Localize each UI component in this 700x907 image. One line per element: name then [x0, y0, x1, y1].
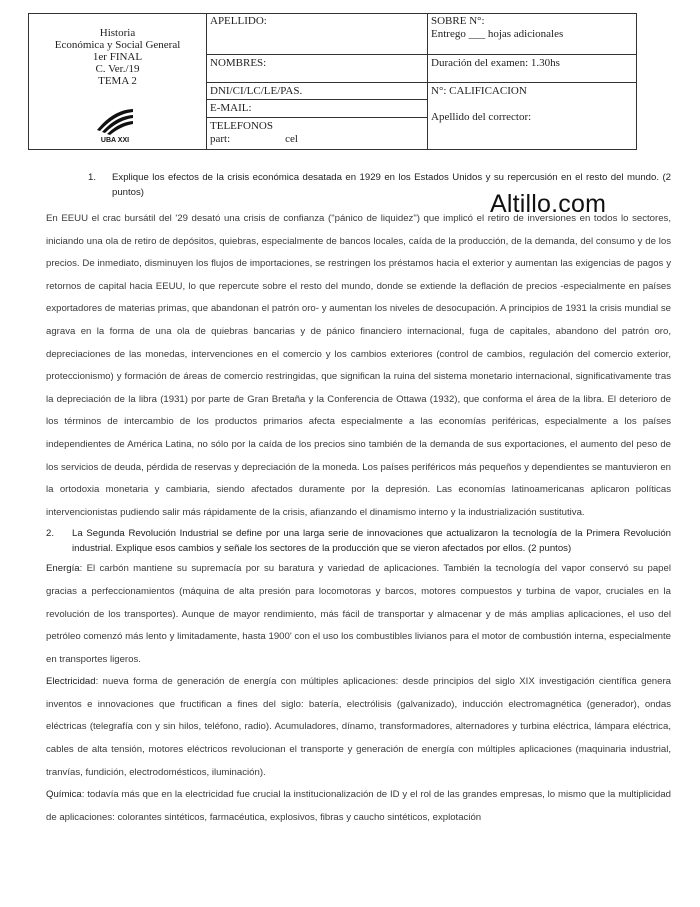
telefonos-sub-field: part: cel	[210, 133, 298, 145]
uba-xxi-logo	[93, 106, 137, 144]
course-line: TEMA 2	[98, 75, 137, 87]
telefonos-field: TELEFONOS	[210, 120, 273, 132]
sobre-field: SOBRE N°:	[431, 15, 485, 27]
exam-header-table	[28, 13, 637, 150]
term-label: Energía	[46, 563, 80, 575]
course-line: Historia	[99, 27, 136, 39]
question-2	[46, 526, 671, 556]
course-line: Económica y Social General	[54, 39, 181, 51]
answer-2-electricidad	[46, 671, 671, 784]
dni-field: DNI/CI/LC/LE/PAS.	[210, 85, 303, 97]
answer-2-quimica	[46, 784, 671, 829]
duracion-field: Duración del examen: 1.30hs	[431, 57, 560, 69]
term-label: Electricidad	[46, 676, 96, 688]
question-1	[46, 170, 671, 200]
uba-xxi-logo-text: UBA XXI	[100, 137, 130, 144]
course-info	[29, 14, 206, 151]
term-label: Química	[46, 789, 82, 801]
question-text: Explique los efectos de la crisis económica desatada en 1929 en los Estados Unidos y su repercusión en el resto del mundo. (2 puntos)	[112, 172, 671, 198]
term-text: : El carbón mantiene su supremacía por su baratura y variedad de aplicaciones. También la tecnología del vapor conservó su papel gracias a perfeccionamientos (máquina de alta presión para locomotoras y barcos, motores compuestos y turbina de vapor, cruciales en la revolución de los transportes). Aunque de mayor rendimiento, más fácil de transportar y almacenar y de más amplias aplicaciones, el uso del petróleo comenzó más lento y limitadamente, hasta 1900' con el uso los combustibles livianos para el motor de combustión interna, especialmente en transportes ligeros.	[46, 563, 671, 665]
nombres-field: NOMBRES:	[210, 57, 267, 69]
term-text: : nueva forma de generación de energía con múltiples aplicaciones: desde principios del siglo XIX investigación científica genera inventos e innovaciones que fructifican a fines del siglo: batería, electrólisis (galvanizado), inducción electromagnética (generador), ondas eléctricas (telegrafía con y sin hilos, teléfono, radio). Acumuladores, dínamo, transformadores, alternadores y turbina eléctrica, lámpara eléctrica, cables de alta tensión, motores eléctricos revolucionan el transporte y generación de energía con múltiples aplicaciones (maquinaria industrial, tranvías, fundición, electrodomésticos, iluminación).	[46, 676, 671, 778]
question-number: 1.	[88, 172, 97, 183]
calificacion-field: N°: CALIFICACION	[431, 85, 527, 97]
answer-1: En EEUU el crac bursátil del '29 desató una crisis de confianza ("pánico de liquidez") que implicó el retiro de inversiones en todos lo sectores, iniciando una ola de retiro de depósitos, quiebras, especialmente de bancos locales, caída de la producción, de la demanda, del consumo y de los precios. De inmediato, disminuyen los flujos de importaciones, se restringen los préstamos hacia el exterior y aumentan las exigencias de pagos y retornos de capital hacia EEUU, lo que repercute sobre el resto del mundo, donde se extiende la deflación de precios -especialmente en países exportadores de materias primas, que abandonan el patrón oro- y aumentan los niveles de desocupación. A principios de 1931 la crisis mundial se agrava en la forma de una ola de quiebras bancarias y de pánico financiero internacional, fuga de capitales, abandono del patrón oro, depreciaciones de las monedas, intervenciones en el comercio y los cambios exteriores (control de cambios, regulación del comercio exterior, proteccionismo) y formación de áreas de comercio restringidas, que significan la ruina del sistema monetario internacional, significativamente tras la depreciación de la libra (1931) por parte de Gran Bretaña y la Conferencia de Ottawa (1932), que conforma el área de la libra. El deterioro de los términos de intercambio de los productos primarios afecta especialmente a las economías periféricas, especialmente a los países independientes de América Latina, no sólo por la caída de los precios sino también de la demanda de sus exportaciones, el aumento del peso de los servicios de deuda, pérdida de reservas y depreciación de la moneda. Los países periféricos más pequeños y dependientes se mantuvieron en la ortodoxia monetaria y cambiaria, siendo afectados duramente por la depresión. Las economías latinoamericanas aplicaron políticas intervencionistas pudiendo salir más rápidamente de la crisis, afianzando el dinamismo interno y la industrialización sustitutiva.	[46, 213, 671, 518]
corrector-field: Apellido del corrector:	[431, 111, 532, 123]
exam-body	[46, 170, 671, 829]
entrego-field: Entrego ___ hojas adicionales	[431, 28, 564, 40]
question-number: 2.	[46, 528, 55, 540]
course-line: 1er FINAL	[92, 51, 143, 63]
question-text: La Segunda Revolución Industrial se define por una larga serie de innovaciones que actualizaron la tecnología de la Primera Revolución industrial. Explique esos cambios y señale los sectores de la producción que se vieron afectados por ellos. (2 puntos)	[72, 528, 671, 555]
apellido-field: APELLIDO:	[210, 15, 267, 27]
watermark: Altillo.com	[490, 190, 607, 218]
term-text: : todavía más que en la electricidad fue crucial la institucionalización de ID y el rol de las grandes empresas, lo mismo que la multiplicidad de aplicaciones: colorantes sintéticos, farmacéutica, explosivos, fibras y caucho sintéticos, explotación	[46, 789, 671, 823]
course-line: C. Ver./19	[95, 63, 140, 75]
course-title	[29, 27, 206, 87]
email-field: E-MAIL:	[210, 102, 252, 114]
answer-2-energia	[46, 558, 671, 671]
